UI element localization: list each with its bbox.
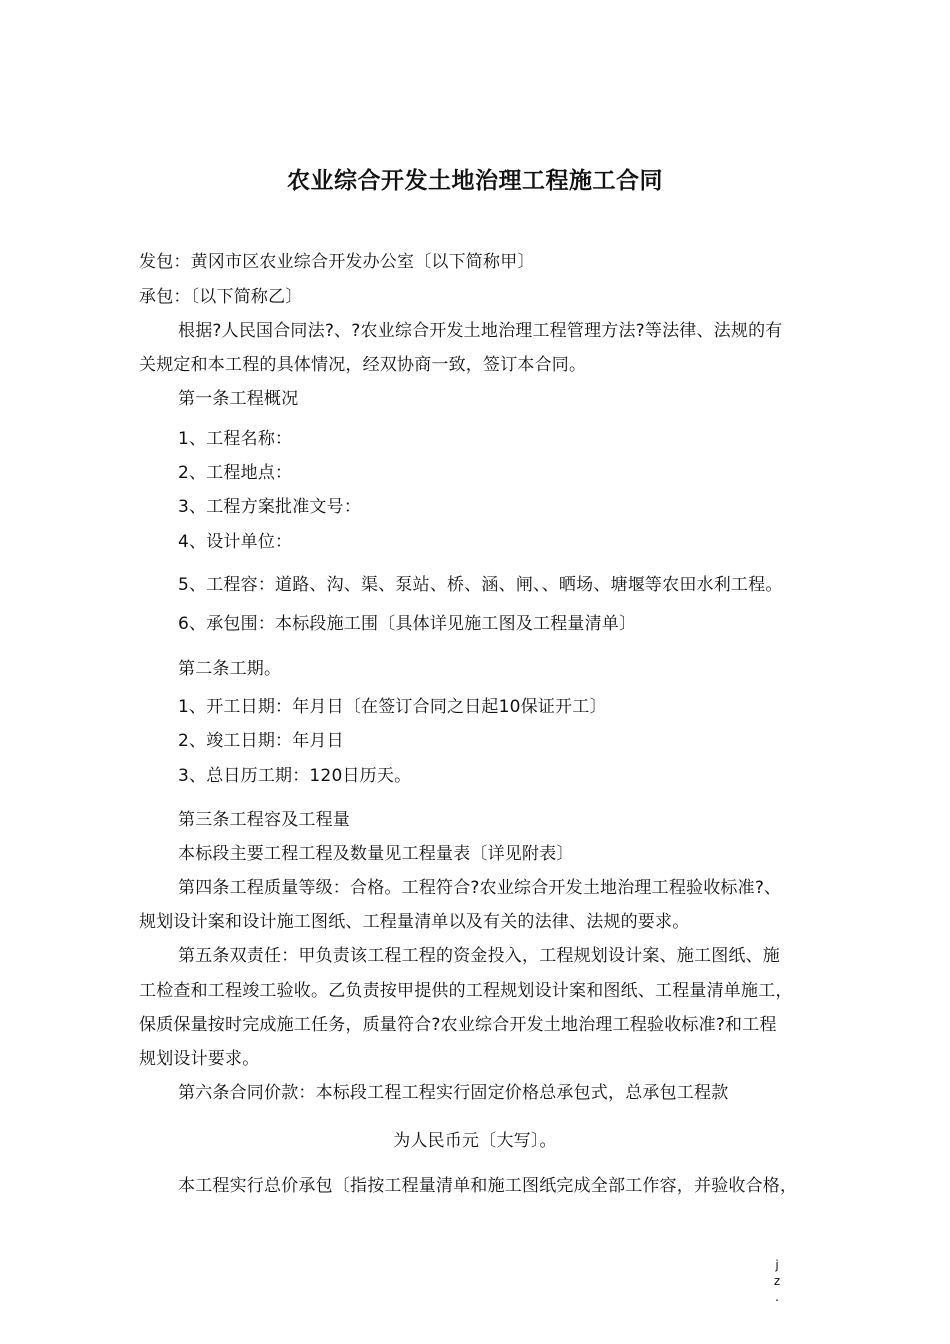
article-heading: 第一条工程概况 [178,389,299,409]
paragraph-line: 本工程实行总价承包〔指按工程量清单和施工图纸完成全部工作容，并验收合格， [178,1176,798,1196]
preamble-line: 关规定和本工程的具体情况，经双协商一致，签订本合同。 [139,355,587,375]
list-item: 2、工程地点： [178,463,293,483]
paragraph-line: 第六条合同价款：本标段工程工程实行固定价格总承包式，总承包工程款 [178,1083,729,1103]
paragraph-line: 工检查和工程竣工验收。乙负责按甲提供的工程规划设计案和图纸、工程量清单施工， [139,981,793,1001]
paragraph-line: 保质保量按时完成施工任务，质量符合?农业综合开发土地治理工程验收标准?和工程 [139,1015,777,1035]
footer-char: j [775,1258,779,1272]
paragraph-line: 规划设计案和设计施工图纸、工程量清单以及有关的法律、法规的要求。 [139,912,690,932]
preamble-line: 根据?人民国合同法?、?农业综合开发土地治理工程管理方法?等法律、法规的有 [178,321,783,341]
paragraph-line: 本标段主要工程工程及数量见工程量表〔详见附表〕 [178,844,574,864]
party-a-line: 发包：黄冈市区农业综合开发办公室〔以下简称甲〕 [139,252,535,272]
paragraph-line: 规划设计要求。 [139,1049,260,1069]
page-footer-mark [770,1257,784,1305]
paragraph-line-centered: 为人民币元〔大写〕。 [393,1131,557,1151]
article-heading: 第三条工程容及工程量 [178,810,350,830]
list-item: 2、竣工日期：年月日 [178,731,344,751]
document-title: 农业综合开发土地治理工程施工合同 [287,168,663,194]
article-heading: 第二条工期。 [178,659,282,679]
paragraph-line: 第五条双责任：甲负责该工程工程的资金投入，工程规划设计案、施工图纸、施 [178,946,780,966]
list-item: 1、开工日期：年月日〔在签订合同之日起10保证开工〕 [178,697,607,717]
list-item: 1、工程名称： [178,429,293,449]
list-item: 5、工程容：道路、沟、渠、泵站、桥、涵、闸、、晒场、塘堰等农田水利工程。 [178,575,783,595]
list-item: 3、工程方案批准文号： [178,497,362,517]
list-item: 4、设计单位： [178,532,293,552]
paragraph-line: 第四条工程质量等级：合格。工程符合?农业综合开发土地治理工程验收标准?、 [178,878,782,898]
party-b-line: 承包：〔以下简称乙〕 [139,287,303,307]
footer-char: . [775,1290,779,1304]
list-item: 6、承包围：本标段施工围〔具体详见施工图及工程量清单〕 [178,614,637,634]
footer-char: z [773,1274,781,1288]
list-item: 3、总日历工期：120日历天。 [178,766,412,786]
